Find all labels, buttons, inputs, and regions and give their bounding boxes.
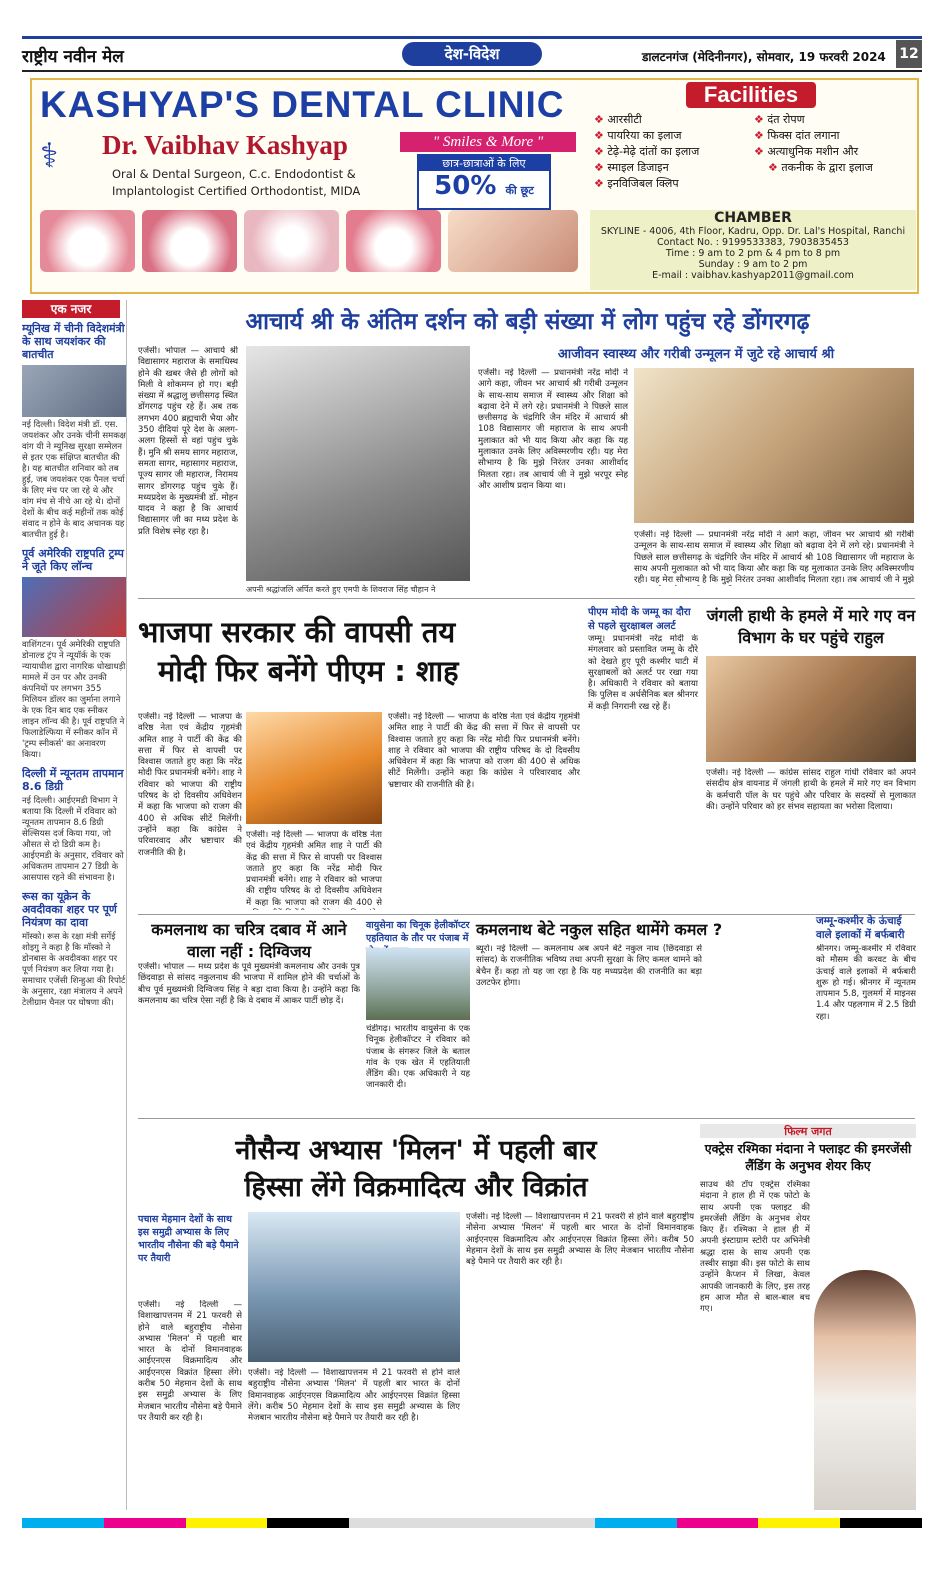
facilities-list-left [594, 112, 699, 192]
tagline: " Smiles & More " [400, 132, 576, 152]
story-headline: पीएम मोदी के जम्मू का दौरा से पहले सुरक्षाबल अलर्ट [588, 607, 691, 632]
photo-caption: अपनी श्रद्धांजलि अर्पित करते हुए एमपी के शिवराज सिंह चौहान ने [246, 585, 436, 594]
story-body-continued: एजेंसी। नई दिल्ली — विशाखापत्तनम में 21 फरवरी से होने वाले बहुराष्ट्रीय नौसेना अभ्यास 'मिलन' में पहली बार भारत के दोनों विमानवाहक आईएनएस विक्रमादित्य और आईएनएस विक्रांत हिस्सा लेंगे। करीब 50 मेहमान देशों के साथ इस समुद्री अभ्यास के लिए मेजबान भारतीय नौसेना बड़े पैमाने पर तैयारी कर रही है। [248, 1368, 460, 1424]
page-number: 12 [896, 40, 922, 68]
chamber-address: SKYLINE - 4006, 4th Floor, Kadru, Opp. Dr. Lal's Hospital, Ranchi [600, 226, 906, 237]
facilities-title: Facilities [686, 82, 816, 108]
rahul-visit-photo [706, 656, 916, 762]
chamber-title: CHAMBER [714, 210, 792, 226]
offer-line: छात्र-छात्राओं के लिए [419, 156, 549, 171]
story-body: एजेंसी। नई दिल्ली — कांग्रेस सांसद राहुल गांधी रविवार को अपने संसदीय क्षेत्र वायनाड में जंगली हाथी के हमले में मारे गए वन विभाग के कर्मचारी पॉल के घर पहुंचे और परिवार के सदस्यों से मुलाकात की। उन्होंने परिवार को हर संभव सहायता का भरोसा दिलाया। [706, 768, 916, 812]
story-body-continued: एजेंसी। नई दिल्ली — भाजपा के वरिष्ठ नेता एवं केंद्रीय गृहमंत्री अमित शाह ने पार्टी की केंद्र की सत्ता में फिर से वापसी पर विश्वास जताते हुए कहा कि नरेंद्र मोदी फिर प्रधानमंत्री बनेंगे। शाह ने रविवार को भाजपा की राष्ट्रीय परिषद के दो दिवसीय अधिवेशन में कहा कि भाजपा को राजग की 400 से अधिक सीटें मिलेंगी। उन्होंने कहा कि कांग्रेस ने परिवारवाद और भ्रष्टाचार की राजनीति की है। [388, 712, 580, 790]
brief-text: नई दिल्ली। आईएमडी विभाग ने बताया कि दिल्ली में रविवार को न्यूनतम तापमान 8.6 डिग्री सेल्सियस दर्ज किया गया, जो औसत से दो डिग्री कम है। आईएमडी के अनुसार, रविवार को अधिकतम तापमान 27 डिग्री के आसपास रहने की संभावना है। [22, 796, 124, 883]
story-body: एजेंसी। भोपाल — मध्य प्रदेश के पूर्व मुख्यमंत्री कमलनाथ और उनके पुत्र छिंदवाड़ा से सांसद नकुलनाथ की भाजपा में शामिल होने की चर्चाओं के बीच पूर्व मुख्यमंत्री दिग्विजय सिंह ने बड़ा दावा किया है। उन्होंने कहा कि कमलनाथ का चरित्र ऐसा नहीं है कि वे दबाव में आकर पार्टी छोड़ दें। [138, 962, 360, 1006]
facility-item: ❖ इनविजिबल क्लिप [594, 176, 699, 192]
doctor-name: Dr. Vaibhav Kashyap [102, 130, 348, 160]
story-body: ब्यूरो। नई दिल्ली — कमलनाथ अब अपने बेटे नकुल नाथ (छिंदवाड़ा से सांसद) के राजनीतिक भविष्य तथा अपनी सुरक्षा के लिए कमल थामने को बेचैन हैं। कहा तो यह जा रहा है कि यह मध्यप्रदेश की राजनीति का बड़ा उलटफेर होगा। [476, 944, 702, 988]
masthead [22, 40, 922, 72]
pm-meeting-photo [634, 368, 914, 523]
rashmika-photo [814, 1270, 916, 1510]
facility-item: ❖ टेढ़े-मेढ़े दांतों का इलाज [594, 144, 699, 160]
story-body-continued: एजेंसी। नई दिल्ली — प्रधानमंत्री नरेंद्र मोदी ने आगे कहा, जीवन भर आचार्य श्री गरीबी उन्मूलन के साथ-साथ समाज में स्वास्थ्य और शिक्षा को बढ़ावा देने में लगे रहे। प्रधानमंत्री ने पिछले साल छत्तीसगढ़ के चंद्रगिरि जैन मंदिर में आचार्य श्री 108 विद्यासागर जी महाराज के साथ अपनी मुलाकात को भी याद किया और कहा कि यह मुलाकात उनके लिए अविस्मरणीय रही। यह मेरा सौभाग्य है कि मुझे निरंतर उनका आशीर्वाद मिलता रहा। तब आचार्य जी ने मुझे [634, 530, 914, 586]
story-headline: कमलनाथ का चरित्र दबाव में आने वाला नहीं : दिग्विजय [151, 920, 347, 961]
sidebar-briefs [22, 300, 127, 1510]
story-body-continued: एजेंसी। नई दिल्ली — विशाखापत्तनम में 21 फरवरी से होने वाले बहुराष्ट्रीय नौसेना अभ्यास 'मिलन' में पहली बार भारत के दोनों विमानवाहक आईएनएस विक्रमादित्य और आईएनएस विक्रांत हिस्सा लेंगे। करीब 50 मेहमान देशों के साथ इस समुद्री अभ्यास के लिए मेजबान भारतीय नौसेना बड़े पैमाने पर तैयारी कर रही है। [466, 1212, 694, 1268]
teeth-image [142, 210, 237, 272]
brief-text: नई दिल्ली। विदेश मंत्री डॉ. एस. जयशंकर और उनके चीनी समकक्ष वांग यी ने म्यूनिख सुरक्षा सम्मेलन से इतर एक संक्षिप्त बातचीत की है। यह बातचीत शनिवार को तब हुई, जब जयशंकर एक पैनल चर्चा के लिए मंच पर जा रहे थे और वांग मंच से नीचे आ रहे थे। दोनों देशों के बीच कई महीनों तक कोई संवाद न होने के बाद अचानक यह बातचीत हुई है। [22, 420, 126, 540]
caduceus-icon: ⚕ [40, 136, 59, 176]
story-body: साउथ की टॉप एक्ट्रेस रश्मिका मंदाना ने हाल ही में एक फोटो के साथ अपनी एक फ्लाइट की इमरजेंसी लैंडिंग के अनुभव शेयर किए हैं। रश्मिका ने हाल ही में अपनी इंस्टाग्राम स्टोरी पर अभिनेत्री श्रद्धा दास के साथ अपनी एक तस्वीर साझा की। इस फोटो के साथ उन्होंने कैप्शन में लिखा, केवल आपकी जानकारी के लिए, इस तरह हम आज मौत से बाल-बाल बच गए। [700, 1180, 810, 1315]
story-headline: जंगली हाथी के हमले में मारे गए वन विभाग के घर पहुंचे राहुल [706, 606, 916, 647]
story-body: श्रीनगर। जम्मू-कश्मीर में रविवार को मौसम की करवट के बीच ऊंचाई वाले इलाकों में बर्फबारी शुरू हो गई। श्रीनगर में न्यूनतम तापमान 5.8, गुलमर्ग में माइनस 1.4 और पहलगाम में 2.5 डिग्री रहा। [816, 944, 916, 1022]
story-body: एजेंसी। नई दिल्ली — भाजपा के वरिष्ठ नेता एवं केंद्रीय गृहमंत्री अमित शाह ने पार्टी की केंद्र की सत्ता में फिर से वापसी पर विश्वास जताते हुए कहा कि नरेंद्र मोदी फिर प्रधानमंत्री बनेंगे। शाह ने रविवार को भाजपा की राष्ट्रीय परिषद के दो दिवसीय अधिवेशन में कहा कि भाजपा को राजग की 400 से अधिक सीटें मिलेंगी। उन्होंने कहा कि कांग्रेस ने परिवारवाद और भ्रष्टाचार की राजनीति की है। [138, 712, 242, 858]
newspaper-name: राष्ट्रीय नवीन मेल [22, 47, 124, 67]
qualification-line: Oral & Dental Surgeon, C.c. Endodontist & [112, 167, 356, 181]
student-offer [417, 154, 551, 210]
facility-item-continued: ❖ तकनीक के द्वारा इलाज [754, 160, 873, 176]
brief-photo [22, 577, 126, 637]
divider [138, 598, 915, 599]
facility-item: ❖ दंत रोपण [754, 112, 873, 128]
story-body: एजेंसी। भोपाल — आचार्य श्री विद्यासागर महाराज के समाधिस्थ होने की खबर जैसे ही लोगों को मिली वे शोकमग्न हो गए। बड़ी संख्या में श्रद्धालु छत्तीसगढ़ स्थित डोंगरगढ़ पहुंच रहे हैं। अब तक लगभग 400 ब्रह्मचारी भैया और 350 दीदियां पूरे देश के अलग-अलग हिस्सों से वहां पहुंच चुके हैं। मुनि श्री समय सागर महाराज, समता सागर, महासागर महाराज, पूज्य सागर जी महाराज, निरामय सागर डोंगरगढ़ पहुंच चुके हैं। मध्यप्रदेश के मुख्यमंत्री डॉ. मोहन यादव ने कहा है कि आचार्य विद्यासागर जी का मध्य प्रदेश के प्रति विशेष स्नेह रहा है। [138, 346, 238, 537]
dental-clinic-ad [30, 78, 919, 294]
section-label: देश-विदेश [402, 42, 542, 66]
acharya-photo [246, 346, 470, 581]
warships-photo [248, 1212, 460, 1362]
story-headline: कमलनाथ बेटे नकुल सहित थामेंगे कमल ? [476, 920, 723, 939]
teeth-image [244, 210, 339, 272]
registration-bar [22, 1518, 922, 1528]
brief-headline: म्यूनिख में चीनी विदेशमंत्री के साथ जयशंकर की बातचीत [22, 322, 125, 361]
qualification-line: Implantologist Certified Orthodontist, MIDA [112, 184, 361, 198]
headline-line: भाजपा सरकार की वापसी तय [138, 615, 456, 649]
story-body: एजेंसी। नई दिल्ली — विशाखापत्तनम में 21 फरवरी से होने वाले बहुराष्ट्रीय नौसेना अभ्यास 'मिलन' में पहली बार भारत के दोनों विमानवाहक आईएनएस विक्रमादित्य और आईएनएस विक्रांत हिस्सा लेंगे। करीब 50 मेहमान देशों के साथ इस समुद्री अभ्यास के लिए मेजबान भारतीय नौसेना बड़े पैमाने पर तैयारी कर रही है। [138, 1300, 242, 1423]
chamber-email: E-mail : vaibhav.kashyap2011@gmail.com [652, 270, 854, 281]
divider [138, 1118, 915, 1119]
headline-line: नौसैन्य अभ्यास 'मिलन' में पहली बार [235, 1135, 597, 1166]
brief-text: मॉस्को। रूस के रक्षा मंत्री सर्गेई शोइगु ने कहा है कि मॉस्को ने डोनबास के अवदीवका शहर पर पूर्ण नियंत्रण कर लिया गया है। समाचार एजेंसी शिन्हुआ की रिपोर्ट के अनुसार, रक्षा मंत्रालय ने अपने टेलीग्राम चैनल पर घोषणा की। [22, 932, 126, 1008]
brief-text: वाशिंगटन। पूर्व अमेरिकी राष्ट्रपति डोनाल्ड ट्रंप ने न्यूयॉर्क के एक न्यायाधीश द्वारा नागरिक धोखाधड़ी मामले में उन पर और उनकी कंपनियों पर लगभग 355 मिलियन डॉलर का जुर्माना लगाने के एक दिन बाद एक स्नीकर लाइन लॉन्च की है। पूर्व राष्ट्रपति ने फिलाडेल्फिया में स्नीकर कॉन में 'ट्रम्प स्नीकर्स' का अनावरण किया। [22, 640, 126, 760]
headline-line: मोदी फिर बनेंगे पीएम : शाह [158, 654, 459, 688]
section-label: फिल्म जगत [700, 1124, 916, 1138]
chamber-time: Time : 9 am to 2 pm & 4 pm to 8 pm [665, 248, 841, 259]
dateline: डालटनगंज (मेदिनीनगर), सोमवार, 19 फरवरी 2024 [642, 50, 886, 64]
teeth-image [40, 210, 135, 272]
brief-photo [22, 365, 126, 417]
story-body: जम्मू। प्रधानमंत्री नरेंद्र मोदी के मंगलवार को प्रस्तावित जम्मू के दौरे को देखते हुए पूरी कश्मीर घाटी में सुरक्षाबलों को अलर्ट पर रखा गया है। अधिकारी ने रविवार को बताया कि पुलिस व अर्धसैनिक बल श्रीनगर में कड़ी निगरानी रख रहे हैं। [588, 634, 698, 712]
clinic-name: KASHYAP'S DENTAL CLINIC [40, 84, 565, 125]
story-body: चंडीगढ़। भारतीय वायुसेना के एक चिनूक हेलीकॉप्टर ने रविवार को पंजाब के संगरूर जिले के बताल गांव के एक खेत में एहतियाती लैंडिंग की। एक अधिकारी ने यह जानकारी दी। [366, 1024, 470, 1091]
helicopter-photo [366, 948, 470, 1020]
story-subhead: पचास मेहमान देशों के साथ इस समुद्री अभ्यास के लिए भारतीय नौसेना की बड़े पैमाने पर तैयारी [138, 1214, 239, 1264]
chamber-info [590, 210, 916, 290]
facility-item: ❖ आरसीटी [594, 112, 699, 128]
qualifications [112, 166, 360, 200]
brief-headline: रूस का यूक्रेन के अवदीवका शहर पर पूर्ण नियंत्रण का दावा [22, 890, 117, 929]
story-headline [138, 1130, 694, 1204]
story-headline: वायुसेना का चिनूक हेलीकॉप्टर एहतियात के तौर पर पंजाब में [366, 920, 470, 944]
sidebar-label: एक नजर [22, 300, 120, 318]
story-headline: आचार्य श्री के अंतिम दर्शन को बड़ी संख्या में लोग पहुंच रहे डोंगरगढ़ [245, 309, 810, 335]
amit-shah-photo [246, 712, 382, 824]
story-headline: आजीवन स्वास्थ्य और गरीबी उन्मूलन में जुटे रहे आचार्य श्री [557, 347, 835, 362]
story-body: एजेंसी। नई दिल्ली — प्रधानमंत्री नरेंद्र मोदी ने आगे कहा, जीवन भर आचार्य श्री गरीबी उन्मूलन के साथ-साथ समाज में स्वास्थ्य और शिक्षा को बढ़ावा देने में लगे रहे। प्रधानमंत्री ने पिछले साल छत्तीसगढ़ के चंद्रगिरि जैन मंदिर में आचार्य श्री 108 विद्यासागर जी महाराज के साथ अपनी मुलाकात को भी याद किया और कहा कि यह मुलाकात उनके लिए अविस्मरणीय रही। यह मेरा सौभाग्य है कि मुझे निरंतर उनका आशीर्वाद मिलता रहा। तब आचार्य जी ने मुझे भरपूर स्नेह और आशीष प्रदान किया था। [478, 368, 628, 491]
story-body-continued: एजेंसी। नई दिल्ली — भाजपा के वरिष्ठ नेता एवं केंद्रीय गृहमंत्री अमित शाह ने पार्टी की केंद्र की सत्ता में फिर से वापसी पर विश्वास जताते हुए कहा कि नरेंद्र मोदी फिर प्रधानमंत्री बनेंगे। शाह ने रविवार को भाजपा की राष्ट्रीय परिषद के दो दिवसीय अधिवेशन में कहा कि भाजपा को राजग की 400 से [246, 830, 382, 908]
child-patient-image [448, 210, 578, 272]
facilities-list-right [754, 112, 873, 176]
teeth-image [346, 210, 441, 272]
chamber-contact: Contact No. : 9199533383, 7903835453 [657, 237, 849, 248]
facility-item: ❖ अत्याधुनिक मशीन और [754, 144, 873, 160]
top-rule [22, 36, 922, 39]
brief-headline: पूर्व अमेरिकी राष्ट्रपति ट्रम्प ने जूते किए लॉन्च [22, 547, 124, 573]
chamber-sunday: Sunday : 9 am to 2 pm [698, 259, 808, 270]
facility-item: ❖ पायरिया का इलाज [594, 128, 699, 144]
offer-value: 50% [434, 171, 497, 201]
divider [138, 914, 915, 915]
offer-suffix: की छूट [505, 184, 534, 197]
brief-headline: दिल्ली में न्यूनतम तापमान 8.6 डिग्री [22, 767, 124, 793]
story-headline [138, 612, 578, 690]
story-headline: जम्मू-कश्मीर के ऊंचाई वाले इलाकों में बर्फबारी [816, 915, 905, 941]
story-headline: एक्ट्रेस रश्मिका मंदाना ने फ्लाइट की इमरजेंसी लैंडिंग के अनुभव शेयर किए [704, 1141, 912, 1173]
facility-item: ❖ फिक्स दांत लगाना [754, 128, 873, 144]
headline-line: हिस्सा लेंगे विक्रमादित्य और विक्रांत [244, 1172, 588, 1203]
facility-item: ❖ स्माइल डिजाइन [594, 160, 699, 176]
